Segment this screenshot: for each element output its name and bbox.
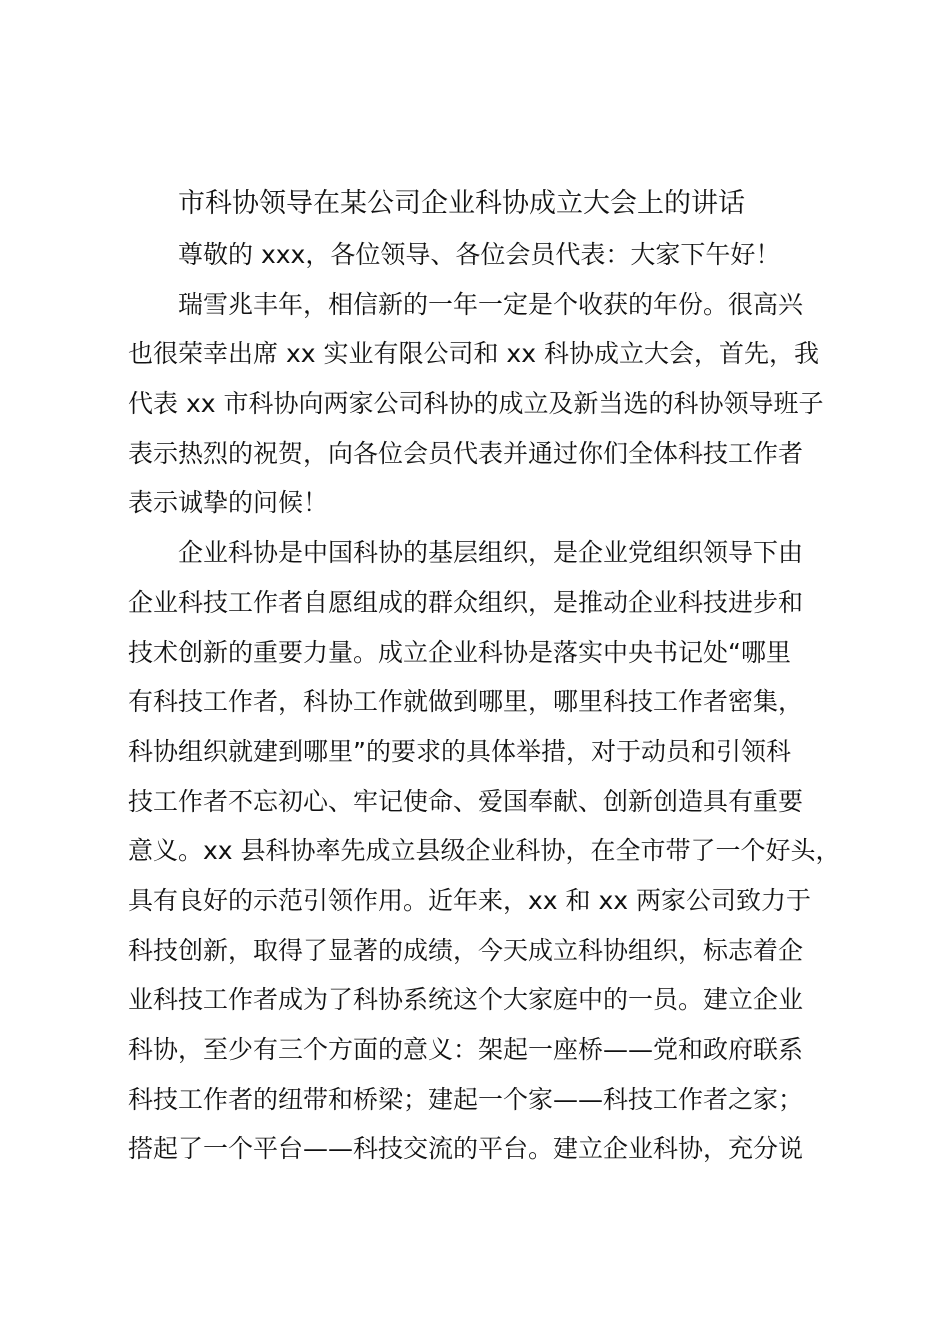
- paragraph-line: 表示热烈的祝贺，向各位会员代表并通过你们全体科技工作者: [128, 438, 804, 468]
- greeting-line: 尊敬的 xxx，各位领导、各位会员代表：大家下午好！: [178, 240, 781, 269]
- paragraph-line: 企业科技工作者自愿组成的群众组织，是推动企业科技进步和: [128, 587, 804, 617]
- paragraph-2: [128, 528, 841, 1174]
- paragraph-line: 技工作者不忘初心、牢记使命、爱国奉献、创新创造具有重要: [128, 786, 804, 816]
- document-body: [128, 178, 841, 1174]
- paragraph-line: 也很荣幸出席 xx 实业有限公司和 xx 科协成立大会，首先，我: [128, 339, 819, 369]
- paragraph-line: 技术创新的重要力量。成立企业科协是落实中央书记处“哪里: [128, 637, 791, 667]
- paragraph-line: 意义。xx 县科协率先成立县级企业科协，在全市带了一个好头，: [128, 836, 841, 866]
- document-title: 市科协领导在某公司企业科协成立大会上的讲话: [178, 188, 745, 219]
- paragraph-line: 企业科协是中国科协的基层组织，是企业党组织领导下由: [178, 538, 804, 568]
- paragraph-line: 业科技工作者成为了科协系统这个大家庭中的一员。建立企业: [128, 985, 804, 1015]
- paragraph-1: [128, 280, 828, 528]
- paragraph-line: 有科技工作者，科协工作就做到哪里，哪里科技工作者密集，: [128, 687, 804, 717]
- paragraph-line: 科协，至少有三个方面的意义：架起一座桥——党和政府联系: [128, 1035, 804, 1064]
- paragraph-line: 表示诚挚的问候！: [128, 488, 329, 518]
- paragraph-line: 科协组织就建到哪里”的要求的具体举措，对于动员和引领科: [128, 736, 791, 766]
- paragraph-line: 代表 xx 市科协向两家公司科协的成立及新当选的科协领导班子: [128, 389, 824, 419]
- paragraph-line: 科技创新，取得了显著的成绩，今天成立科协组织，标志着企: [128, 935, 804, 965]
- paragraph-line: 具有良好的示范引领作用。近年来，xx 和 xx 两家公司致力于: [128, 885, 812, 915]
- paragraph-line: 科技工作者的纽带和桥梁；建起一个家——科技工作者之家；: [128, 1084, 804, 1114]
- paragraph-line: 搭起了一个平台——科技交流的平台。建立企业科协，充分说: [128, 1134, 804, 1164]
- paragraph-line: 瑞雪兆丰年，相信新的一年一定是个收获的年份。很高兴: [178, 289, 804, 319]
